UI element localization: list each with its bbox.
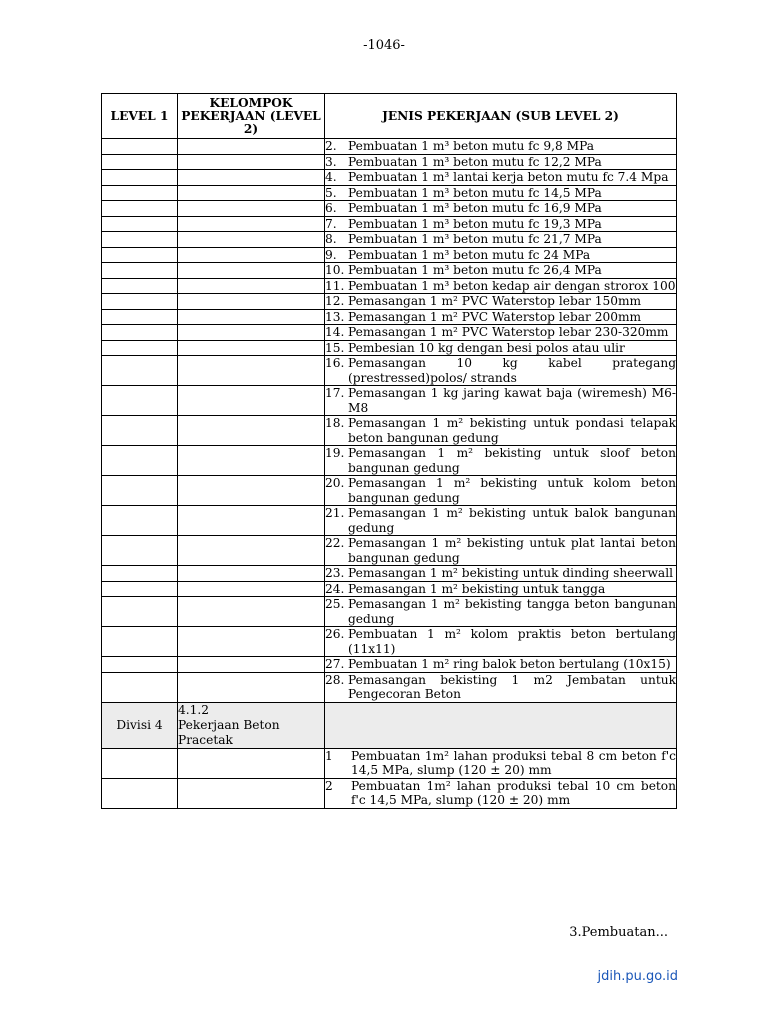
group-cell xyxy=(178,476,325,506)
item-text: Pemasangan 1 m² PVC Waterstop lebar 200mm xyxy=(348,309,642,324)
group-cell xyxy=(178,154,325,170)
table-row xyxy=(102,416,677,446)
item-text: Pembuatan 1 m² ring balok beton bertulang (10x15) xyxy=(348,657,671,671)
group-cell xyxy=(178,627,325,657)
item-number: 20. xyxy=(325,476,345,490)
level1-cell xyxy=(102,506,178,536)
group-cell xyxy=(178,340,325,356)
level1-cell xyxy=(102,309,178,325)
group-cell xyxy=(178,597,325,627)
table-row xyxy=(102,309,677,325)
level1-cell xyxy=(102,232,178,248)
item-text: Pembesian 10 kg dengan besi polos atau ulir xyxy=(348,340,625,355)
work-item-cell xyxy=(325,581,677,597)
level1-cell xyxy=(102,386,178,416)
level1-cell xyxy=(102,778,178,808)
group-cell xyxy=(178,581,325,597)
item-text: Pemasangan 1 m² bekisting untuk sloof beton bangunan gedung xyxy=(348,446,676,475)
header-level-1: LEVEL 1 xyxy=(102,94,178,139)
item-text: Pemasangan bekisting 1 m2 Jembatan untuk Pengecoran Beton xyxy=(348,672,676,701)
table-row xyxy=(102,216,677,232)
item-text: Pemasangan 1 m² PVC Waterstop lebar 230-320mm xyxy=(348,325,669,339)
item-text: Pemasangan 1 m² PVC Waterstop lebar 150mm xyxy=(348,294,642,308)
table-row xyxy=(102,356,677,386)
division-code: 4.1.2 xyxy=(178,702,210,717)
table-row xyxy=(102,536,677,566)
item-number: 14. xyxy=(325,325,345,339)
work-item-cell xyxy=(325,294,677,310)
item-number: 17. xyxy=(325,386,345,400)
item-number: 16. xyxy=(325,356,345,370)
table-row xyxy=(102,170,677,186)
table-row xyxy=(102,566,677,582)
item-number: 26. xyxy=(325,627,345,641)
header-kelompok-pekerjaan: KELOMPOK PEKERJAAN (LEVEL 2) xyxy=(178,94,325,139)
work-item-cell xyxy=(325,201,677,217)
table-row xyxy=(102,247,677,263)
group-cell xyxy=(178,566,325,582)
work-item-cell xyxy=(325,778,677,808)
item-number: 2 xyxy=(325,778,333,793)
table-row xyxy=(102,657,677,673)
work-item-cell xyxy=(325,536,677,566)
item-number: 24. xyxy=(325,581,345,596)
item-number: 19. xyxy=(325,446,345,460)
table-row xyxy=(102,139,677,155)
work-item-cell xyxy=(325,216,677,232)
group-cell xyxy=(178,294,325,310)
continuation-text: 3.Pembuatan... xyxy=(569,925,668,940)
level1-cell xyxy=(102,170,178,186)
table-row xyxy=(102,294,677,310)
work-item-cell xyxy=(325,185,677,201)
item-text: Pembuatan 1 m³ lantai kerja beton mutu fc 7.4 Mpa xyxy=(348,170,669,184)
table-row xyxy=(102,581,677,597)
level1-cell xyxy=(102,581,178,597)
item-text: Pemasangan 10 kg kabel prategang (prestressed)polos/ strands xyxy=(348,356,676,385)
item-text: Pemasangan 1 kg jaring kawat baja (wiremesh) M6-M8 xyxy=(348,386,676,415)
table-row xyxy=(102,278,677,294)
work-item-cell xyxy=(325,232,677,248)
table-row xyxy=(102,185,677,201)
item-text: Pemasangan 1 m² bekisting untuk tangga xyxy=(348,581,606,596)
work-item-cell xyxy=(325,309,677,325)
table-row xyxy=(102,446,677,476)
work-item-cell xyxy=(325,446,677,476)
table-header-row xyxy=(102,94,677,139)
item-text: Pembuatan 1 m³ beton kedap air dengan strorox 100 xyxy=(348,278,676,293)
item-text: Pembuatan 1 m³ beton mutu fc 21,7 MPa xyxy=(348,232,602,246)
group-cell xyxy=(178,170,325,186)
work-item-cell xyxy=(325,416,677,446)
item-number: 6. xyxy=(325,201,337,215)
item-number: 23. xyxy=(325,566,345,580)
group-cell xyxy=(178,356,325,386)
work-item-cell xyxy=(325,325,677,341)
item-number: 11. xyxy=(325,278,345,293)
item-text: Pembuatan 1m² lahan produksi tebal 10 cm beton f'c 14,5 MPa, slump (120 ± 20) mm xyxy=(351,778,676,807)
page-number: -1046- xyxy=(363,38,405,53)
work-item-cell xyxy=(325,597,677,627)
group-cell xyxy=(178,446,325,476)
level1-cell xyxy=(102,294,178,310)
group-cell xyxy=(178,232,325,248)
work-item-cell xyxy=(325,356,677,386)
header-jenis-pekerjaan: JENIS PEKERJAAN (SUB LEVEL 2) xyxy=(325,94,677,139)
table-row xyxy=(102,672,677,702)
work-item-cell xyxy=(325,278,677,294)
level1-cell xyxy=(102,748,178,778)
item-text: Pemasangan 1 m² bekisting untuk kolom beton bangunan gedung xyxy=(348,476,676,505)
work-item-cell xyxy=(325,247,677,263)
work-item-cell xyxy=(325,657,677,673)
item-text: Pembuatan 1 m³ beton mutu fc 24 MPa xyxy=(348,247,591,262)
item-number: 27. xyxy=(325,657,345,671)
work-item-cell xyxy=(325,154,677,170)
group-cell xyxy=(178,672,325,702)
item-text: Pemasangan 1 m² bekisting untuk dinding sheerwall xyxy=(348,566,673,580)
level1-cell xyxy=(102,476,178,506)
item-number: 21. xyxy=(325,506,345,520)
table-row xyxy=(102,232,677,248)
group-cell xyxy=(178,386,325,416)
work-item-cell xyxy=(325,386,677,416)
group-cell xyxy=(178,506,325,536)
item-number: 9. xyxy=(325,247,337,262)
work-item-cell xyxy=(325,672,677,702)
table-row xyxy=(102,263,677,279)
level1-cell xyxy=(102,536,178,566)
table-row xyxy=(102,325,677,341)
item-number: 15. xyxy=(325,340,345,355)
item-number: 8. xyxy=(325,232,337,246)
item-number: 5. xyxy=(325,185,337,200)
work-item-cell xyxy=(325,566,677,582)
level1-cell xyxy=(102,672,178,702)
table-row xyxy=(102,340,677,356)
item-number: 12. xyxy=(325,294,345,308)
level1-cell xyxy=(102,657,178,673)
table-row xyxy=(102,386,677,416)
work-item-cell xyxy=(325,263,677,279)
item-number: 18. xyxy=(325,416,345,430)
level1-cell xyxy=(102,216,178,232)
group-cell xyxy=(178,139,325,155)
group-cell xyxy=(178,325,325,341)
item-number: 7. xyxy=(325,216,337,231)
item-number: 1 xyxy=(325,748,333,763)
level1-cell xyxy=(102,340,178,356)
item-text: Pembuatan 1 m³ beton mutu fc 26,4 MPa xyxy=(348,263,602,277)
group-cell xyxy=(178,278,325,294)
group-cell xyxy=(178,309,325,325)
level1-cell xyxy=(102,566,178,582)
item-text: Pembuatan 1 m³ beton mutu fc 16,9 MPa xyxy=(348,201,602,215)
item-text: Pemasangan 1 m² bekisting tangga beton bangunan gedung xyxy=(348,597,676,626)
work-item-cell xyxy=(325,476,677,506)
group-cell xyxy=(178,778,325,808)
item-number: 22. xyxy=(325,536,345,550)
level1-cell xyxy=(102,201,178,217)
work-item-cell xyxy=(325,340,677,356)
group-cell xyxy=(178,247,325,263)
item-text: Pembuatan 1 m³ beton mutu fc 19,3 MPa xyxy=(348,216,602,231)
item-text: Pembuatan 1 m³ beton mutu fc 14,5 MPa xyxy=(348,185,602,200)
group-cell xyxy=(178,185,325,201)
item-text: Pembuatan 1m² lahan produksi tebal 8 cm beton f'c 14,5 MPa, slump (120 ± 20) mm xyxy=(351,748,676,777)
item-number: 28. xyxy=(325,672,345,687)
division-empty-cell xyxy=(325,702,677,748)
work-item-cell xyxy=(325,627,677,657)
group-cell xyxy=(178,657,325,673)
work-item-cell xyxy=(325,170,677,186)
table-row xyxy=(102,476,677,506)
division-name: Pekerjaan Beton Pracetak xyxy=(178,717,280,747)
level1-cell xyxy=(102,446,178,476)
division-level1: Divisi 4 xyxy=(102,702,178,748)
group-cell xyxy=(178,748,325,778)
item-text: Pemasangan 1 m² bekisting untuk balok bangunan gedung xyxy=(348,506,676,535)
level1-cell xyxy=(102,185,178,201)
item-number: 3. xyxy=(325,154,337,169)
group-cell xyxy=(178,216,325,232)
work-item-cell xyxy=(325,506,677,536)
level1-cell xyxy=(102,597,178,627)
item-text: Pemasangan 1 m² bekisting untuk pondasi telapak beton bangunan gedung xyxy=(348,416,676,445)
table-row xyxy=(102,154,677,170)
item-number: 25. xyxy=(325,597,345,611)
table-row xyxy=(102,778,677,808)
item-text: Pembuatan 1 m³ beton mutu fc 12,2 MPa xyxy=(348,154,602,169)
work-items-table xyxy=(101,93,677,809)
table-row xyxy=(102,597,677,627)
level1-cell xyxy=(102,416,178,446)
group-cell xyxy=(178,201,325,217)
table-row xyxy=(102,748,677,778)
group-cell xyxy=(178,536,325,566)
level1-cell xyxy=(102,139,178,155)
group-cell xyxy=(178,263,325,279)
level1-cell xyxy=(102,154,178,170)
work-item-cell xyxy=(325,748,677,778)
level1-cell xyxy=(102,247,178,263)
group-cell xyxy=(178,416,325,446)
item-text: Pemasangan 1 m² bekisting untuk plat lantai beton bangunan gedung xyxy=(348,536,676,565)
level1-cell xyxy=(102,263,178,279)
division-row xyxy=(102,702,677,748)
level1-cell xyxy=(102,325,178,341)
item-number: 10. xyxy=(325,263,345,277)
item-text: Pembuatan 1 m³ beton mutu fc 9,8 MPa xyxy=(348,139,595,153)
level1-cell xyxy=(102,627,178,657)
item-text: Pembuatan 1 m² kolom praktis beton bertulang (11x11) xyxy=(348,627,676,656)
work-item-cell xyxy=(325,139,677,155)
item-number: 13. xyxy=(325,309,345,324)
division-group xyxy=(178,702,325,748)
table-row xyxy=(102,506,677,536)
footer-website: jdih.pu.go.id xyxy=(597,969,678,984)
level1-cell xyxy=(102,356,178,386)
level1-cell xyxy=(102,278,178,294)
table-row xyxy=(102,201,677,217)
item-number: 4. xyxy=(325,170,337,184)
item-number: 2. xyxy=(325,139,337,153)
table-row xyxy=(102,627,677,657)
